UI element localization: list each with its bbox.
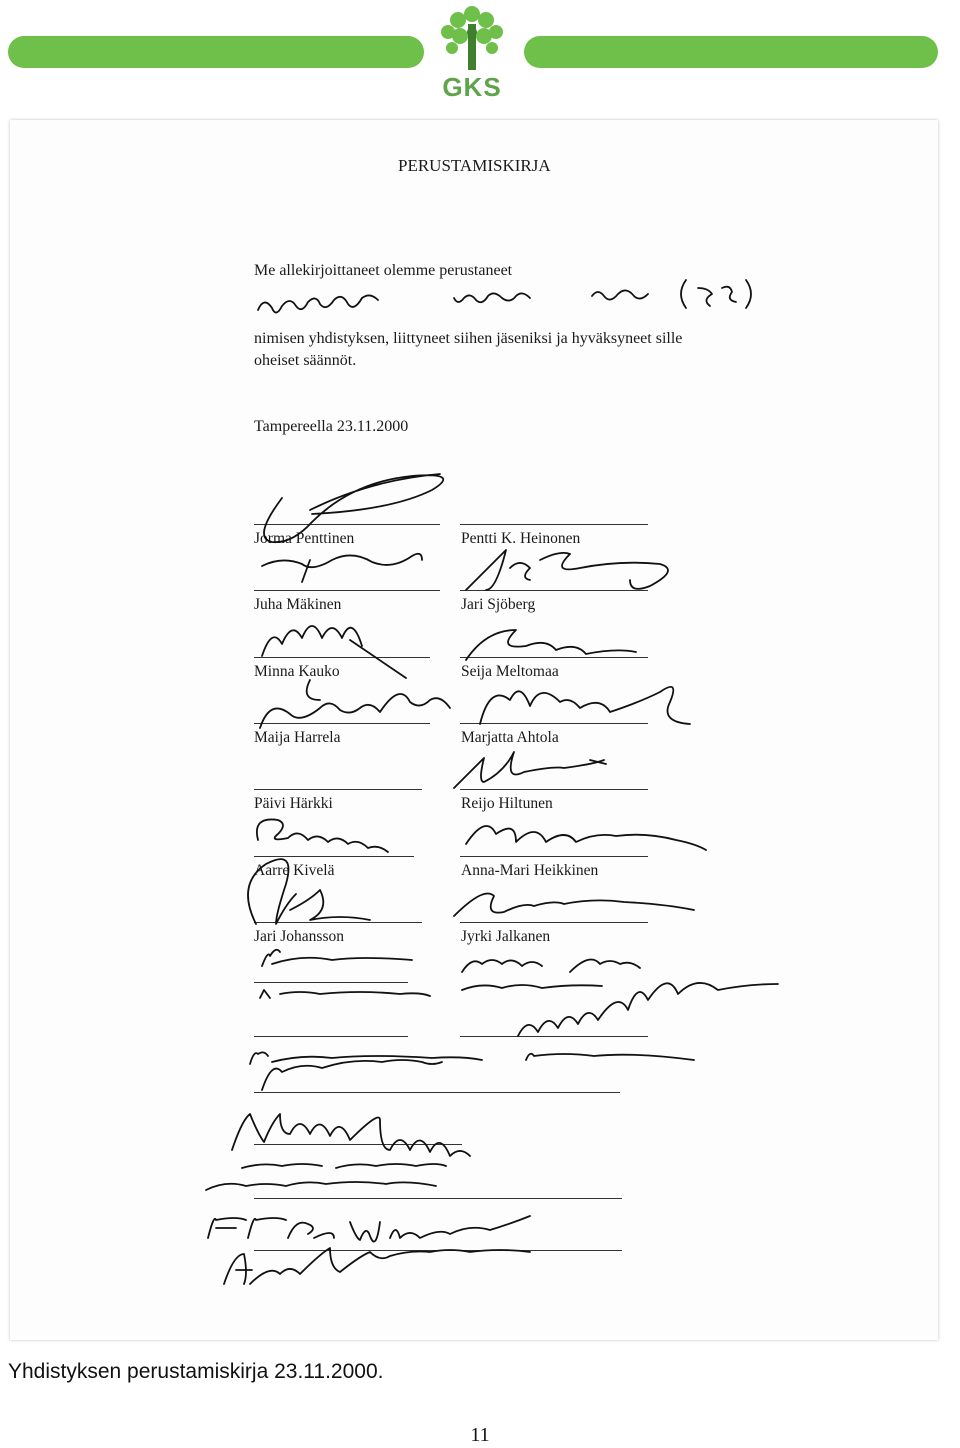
signatory-name: Minna Kauko xyxy=(254,663,340,680)
tree-icon xyxy=(428,2,516,74)
header-bar-right xyxy=(524,36,938,68)
signatory-name: Jyrki Jalkanen xyxy=(461,928,551,945)
gks-logo xyxy=(428,2,516,100)
handwritten-signatures xyxy=(10,120,938,1340)
signatory-name: Pentti K. Heinonen xyxy=(461,530,581,547)
logo-text: GKS xyxy=(442,72,502,102)
signatory-name: Marjatta Ahtola xyxy=(461,729,559,746)
document-title: PERUSTAMISKIRJA xyxy=(398,156,551,175)
signatory-name: Jorma Penttinen xyxy=(254,530,355,547)
founding-document-scan xyxy=(10,120,938,1340)
signatory-name: Seija Meltomaa xyxy=(461,663,559,680)
figure-caption: Yhdistyksen perustamiskirja 23.11.2000. xyxy=(8,1360,384,1383)
page-number: 11 xyxy=(470,1424,490,1446)
signatory-name: Anna-Mari Heikkinen xyxy=(461,862,599,879)
signatory-name: Jari Johansson xyxy=(254,928,344,945)
signatory-name: Juha Mäkinen xyxy=(254,596,342,613)
signatory-name: Aarre Kivelä xyxy=(254,862,335,879)
signatory-name: Jari Sjöberg xyxy=(461,596,536,613)
header-bar-left xyxy=(8,36,424,68)
body-line-1: nimisen yhdistyksen, liittyneet siihen jäseniksi ja hyväksyneet sille xyxy=(254,330,683,347)
place-date: Tampereella 23.11.2000 xyxy=(254,418,409,435)
signatory-name: Maija Harrela xyxy=(254,729,341,746)
signatory-name: Päivi Härkki xyxy=(254,795,333,812)
body-line-2: oheiset säännöt. xyxy=(254,352,357,369)
signatory-name: Reijo Hiltunen xyxy=(461,795,553,812)
intro-line: Me allekirjoittaneet olemme perustaneet xyxy=(254,262,513,279)
